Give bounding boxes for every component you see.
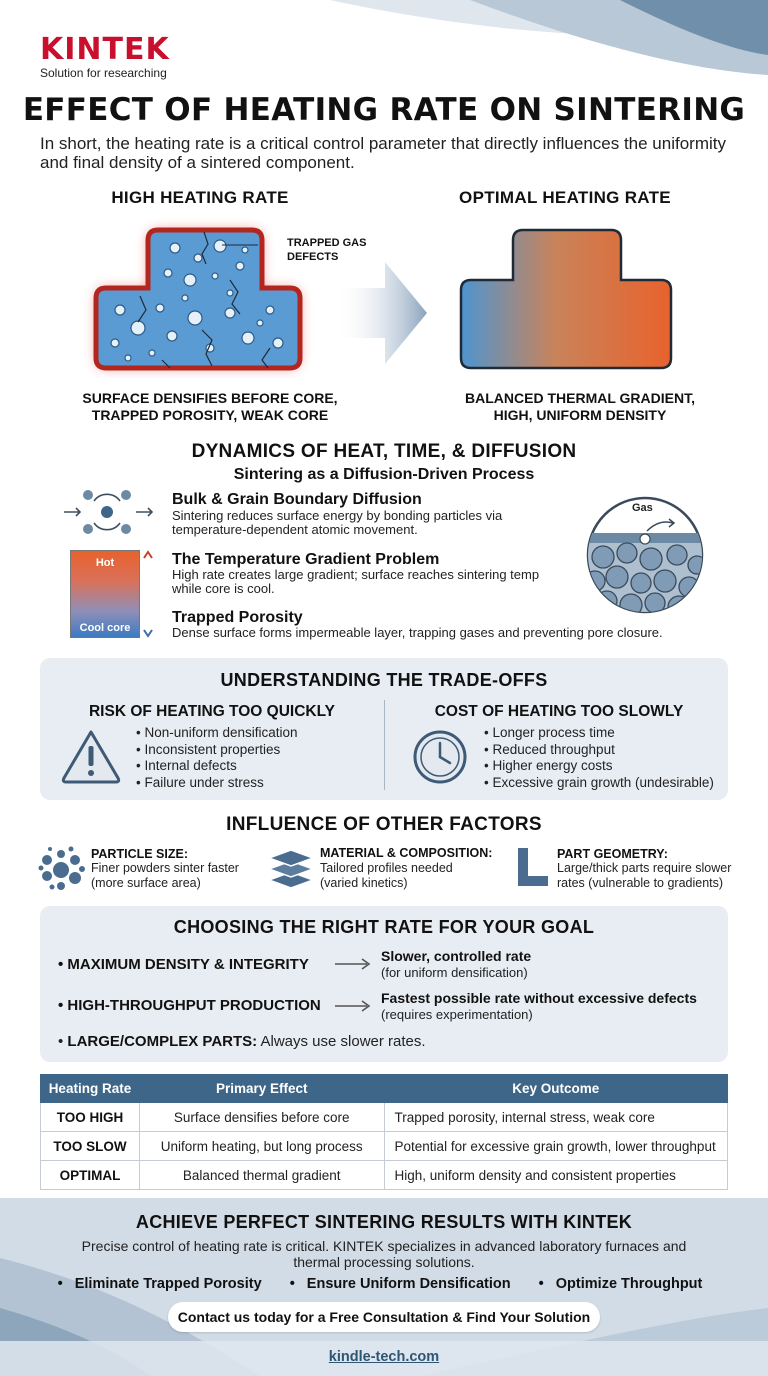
diffusion-desc: Sintering reduces surface energy by bonding particles via temperature-dependent atomic movement.	[172, 508, 503, 537]
table-cell: Potential for excessive grain growth, lower throughput	[384, 1132, 727, 1161]
gradient-arrow-icon	[141, 550, 155, 640]
goal-max-density-result: Slower, controlled rate	[381, 948, 532, 964]
dynamics-title: DYNAMICS OF HEAT, TIME, & DIFFUSION	[191, 441, 577, 462]
part-geometry-icon	[514, 846, 550, 888]
gradient-problem-desc: High rate creates large gradient; surface reaches sintering temp while core is cool.	[172, 567, 540, 596]
quick-risk-item: • Failure under stress	[136, 775, 298, 792]
brand-tagline: Solution for researching	[40, 66, 167, 80]
gas-label: Gas	[632, 502, 653, 514]
hot-label: Hot	[95, 557, 115, 569]
goal-high-throughput: • HIGH-THROUGHPUT PRODUCTION	[58, 997, 321, 1014]
trapped-porosity-title: Trapped Porosity	[172, 609, 303, 626]
slow-cost-list	[484, 725, 714, 791]
particle-size-desc: Finer powders sinter faster (more surface area)	[91, 861, 239, 890]
website-link[interactable]: kindle-tech.com	[328, 1349, 440, 1365]
quick-risk-heading: RISK OF HEATING TOO QUICKLY	[88, 703, 335, 720]
part-geometry-desc: Large/thick parts require slower rates (vulnerable to gradients)	[557, 861, 732, 890]
high-rate-heading: HIGH HEATING RATE	[111, 188, 289, 207]
quick-risk-item: • Non-uniform densification	[136, 725, 298, 742]
temperature-gradient-bar	[70, 550, 140, 638]
high-rate-caption: SURFACE DENSIFIES BEFORE CORE, TRAPPED POROSITY, WEAK CORE	[82, 390, 338, 423]
goals-title: CHOOSING THE RIGHT RATE FOR YOUR GOAL	[173, 917, 595, 937]
tradeoffs-title: UNDERSTANDING THE TRADE-OFFS	[220, 670, 548, 690]
page-title: EFFECT OF HEATING RATE ON SINTERING	[22, 92, 746, 128]
optimal-rate-heading: OPTIMAL HEATING RATE	[459, 188, 671, 207]
table-cell: TOO HIGH	[41, 1103, 140, 1132]
slow-cost-item: • Excessive grain growth (undesirable)	[484, 775, 714, 792]
material-composition-desc: Tailored profiles needed (varied kinetics)	[320, 861, 453, 890]
cool-core-label: Cool core	[79, 622, 131, 634]
table-cell: Balanced thermal gradient	[139, 1161, 384, 1190]
diffusion-title: Bulk & Grain Boundary Diffusion	[172, 491, 422, 508]
table-cell: TOO SLOW	[41, 1132, 140, 1161]
kintek-logo: KINTEK	[40, 32, 170, 67]
goal-high-throughput-result: Fastest possible rate without excessive defects	[381, 990, 697, 1006]
slow-cost-item: • Reduced throughput	[484, 742, 714, 759]
goal-high-throughput-note: (requires experimentation)	[381, 1007, 533, 1022]
cta-bullet: • Ensure Uniform Densification	[289, 1276, 511, 1292]
arrow-right-icon	[333, 999, 373, 1013]
material-composition-label: MATERIAL & COMPOSITION:	[320, 846, 493, 860]
column-header: Key Outcome	[384, 1075, 727, 1103]
goal-max-density: • MAXIMUM DENSITY & INTEGRITY	[58, 956, 309, 973]
part-geometry-label: PART GEOMETRY:	[557, 847, 668, 861]
slow-cost-heading: COST OF HEATING TOO SLOWLY	[434, 703, 684, 720]
intro-text: In short, the heating rate is a critical control parameter that directly influences the uniformity and final density of a sintered component.	[40, 134, 726, 172]
table-cell: Uniform heating, but long process	[139, 1132, 384, 1161]
particle-size-label: PARTICLE SIZE:	[91, 847, 188, 861]
slow-cost-item: • Longer process time	[484, 725, 714, 742]
table-cell: OPTIMAL	[41, 1161, 140, 1190]
diffusion-icon	[62, 487, 157, 537]
trapped-porosity-desc: Dense surface forms impermeable layer, trapping gases and preventing pore closure.	[172, 625, 663, 640]
cta-bullet: • Eliminate Trapped Porosity	[57, 1276, 262, 1292]
goal-large-parts: • LARGE/COMPLEX PARTS: Always use slower rates.	[58, 1033, 426, 1050]
quick-risk-item: • Internal defects	[136, 758, 298, 775]
cta-bullets	[0, 1276, 768, 1292]
optimal-rate-caption: BALANCED THERMAL GRADIENT, HIGH, UNIFORM DENSITY	[465, 390, 695, 423]
warning-icon	[60, 728, 122, 784]
contact-button[interactable]: Contact us today for a Free Consultation & Find Your Solution	[168, 1302, 600, 1332]
trapped-gas-annotation: TRAPPED GAS DEFECTS	[287, 237, 367, 263]
table-row	[41, 1161, 728, 1190]
optimal-part-illustration	[455, 222, 685, 374]
particle-size-icon	[38, 846, 86, 892]
table-row	[41, 1132, 728, 1161]
goal-max-density-note: (for uniform densification)	[381, 965, 528, 980]
arrow-right-icon	[333, 957, 373, 971]
cta-bullet: • Optimize Throughput	[538, 1276, 703, 1292]
table-row	[41, 1103, 728, 1132]
table-cell: Trapped porosity, internal stress, weak core	[384, 1103, 727, 1132]
column-header: Primary Effect	[139, 1075, 384, 1103]
cta-title: ACHIEVE PERFECT SINTERING RESULTS WITH KINTEK	[135, 1212, 633, 1232]
slow-cost-item: • Higher energy costs	[484, 758, 714, 775]
cta-text: Precise control of heating rate is critical. KINTEK specializes in advanced laboratory furnaces and thermal processing solutions.	[81, 1238, 687, 1270]
tradeoffs-divider	[384, 700, 385, 790]
table-header-row	[41, 1075, 728, 1103]
quick-risk-item: • Inconsistent properties	[136, 742, 298, 759]
quick-risk-list	[136, 725, 298, 791]
factors-title: INFLUENCE OF OTHER FACTORS	[226, 814, 542, 835]
table-cell: Surface densifies before core	[139, 1103, 384, 1132]
layers-icon	[266, 842, 316, 890]
summary-table	[40, 1074, 728, 1190]
dynamics-subtitle: Sintering as a Diffusion-Driven Process	[233, 466, 535, 483]
table-cell: High, uniform density and consistent properties	[384, 1161, 727, 1190]
column-header: Heating Rate	[41, 1075, 140, 1103]
transition-arrow	[335, 258, 430, 368]
gradient-problem-title: The Temperature Gradient Problem	[172, 551, 440, 568]
clock-icon	[412, 729, 468, 785]
